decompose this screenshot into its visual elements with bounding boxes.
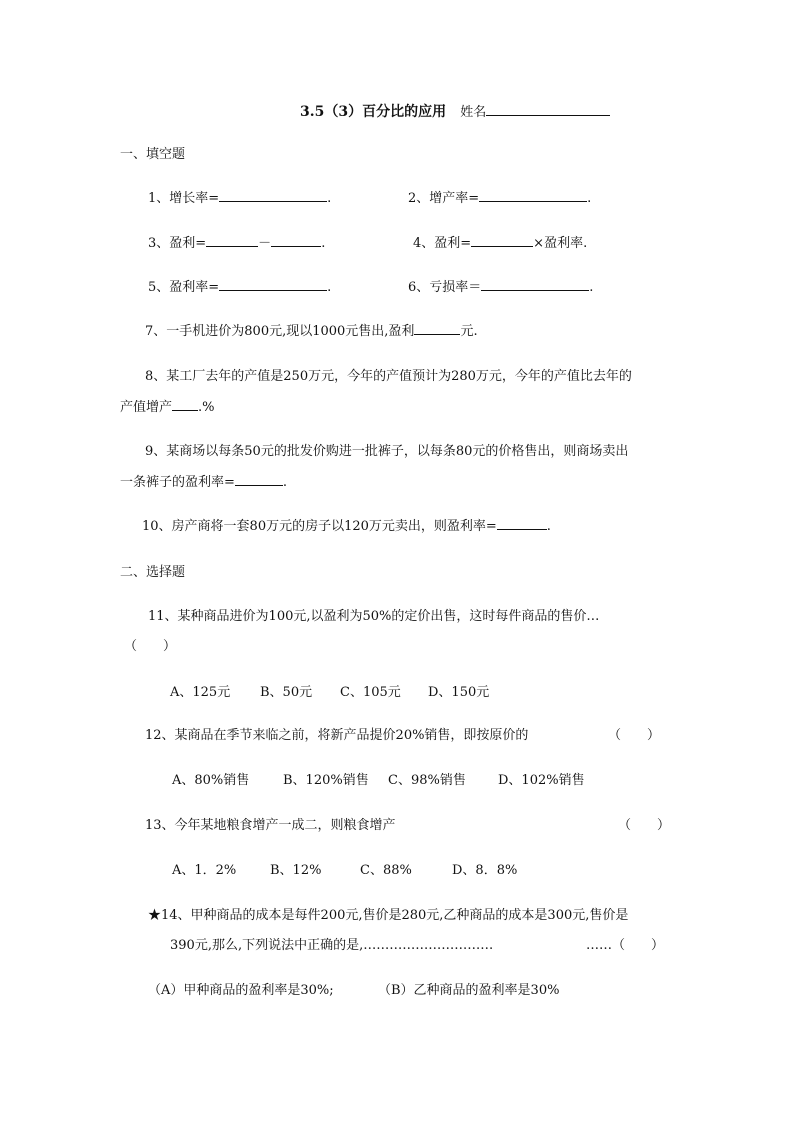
option-b[interactable]: B、120%销售 xyxy=(283,773,369,788)
question-7: 7、一手机进价为800元,现以1000元售出,盈利 元. xyxy=(145,320,478,339)
option-d[interactable]: D、150元 xyxy=(428,685,490,700)
option-c[interactable]: C、88% xyxy=(360,863,412,878)
question-8-line1: 8、某工厂去年的产值是250万元，今年的产值预计为280万元，今年的产值比去年的 xyxy=(145,369,632,384)
question-8-line2: 产值增产 .% xyxy=(120,396,215,415)
option-d[interactable]: D、102%销售 xyxy=(498,773,585,788)
question-12-options xyxy=(172,769,585,788)
answer-blank-10[interactable] xyxy=(497,515,547,530)
option-a[interactable]: A、80%销售 xyxy=(172,773,250,788)
question-6: 6、亏损率＝ . xyxy=(408,276,593,295)
answer-blank-6[interactable] xyxy=(481,276,589,291)
question-10: 10、房产商将一套80万元的房子以120万元卖出，则盈利率= . xyxy=(142,515,551,534)
option-c[interactable]: C、98%销售 xyxy=(388,773,466,788)
name-input[interactable] xyxy=(486,101,610,116)
question-3: 3、盈利= － . xyxy=(148,232,325,251)
answer-blank-7[interactable] xyxy=(414,320,460,335)
answer-blank-4[interactable] xyxy=(471,232,533,247)
answer-blank-2[interactable] xyxy=(479,187,587,202)
answer-blank-3a[interactable] xyxy=(206,232,258,247)
question-2: 2、增产率= . xyxy=(408,187,591,206)
option-c[interactable]: C、105元 xyxy=(340,685,401,700)
answer-blank-1[interactable] xyxy=(219,187,327,202)
question-11-line1: 11、某种商品进价为100元,以盈利为50%的定价出售，这时每件商品的售价… xyxy=(148,609,600,624)
section-choice-heading: 二、选择题 xyxy=(120,565,186,580)
question-13-paren: （ ） xyxy=(618,818,671,833)
answer-blank-3b[interactable] xyxy=(271,232,321,247)
name-label: 姓名 xyxy=(460,105,487,120)
page-title: 3.5（3）百分比的应用 xyxy=(300,104,447,120)
option-a[interactable]: A、1．2% xyxy=(172,863,237,878)
question-11-options xyxy=(170,681,489,700)
option-b[interactable]: B、50元 xyxy=(260,685,313,700)
question-14-option-b[interactable]: （B）乙种商品的盈利率是30% xyxy=(378,983,560,998)
question-14-paren: ……（ ） xyxy=(586,938,665,953)
answer-blank-9[interactable] xyxy=(235,471,283,486)
question-14-line2: 390元,那么,下列说法中正确的是,………………………… xyxy=(170,938,494,953)
option-b[interactable]: B、12% xyxy=(270,863,322,878)
option-d[interactable]: D、8．8% xyxy=(452,863,518,878)
section-fill-heading: 一、填空题 xyxy=(120,147,186,162)
answer-blank-8[interactable] xyxy=(172,396,198,411)
option-a[interactable]: A、125元 xyxy=(170,685,231,700)
question-13: 13、今年某地粮食增产一成二，则粮食增产 xyxy=(145,818,396,833)
question-12: 12、某商品在季节来临之前，将新产品提价20%销售，即按原价的 xyxy=(145,728,529,743)
question-5: 5、盈利率= . xyxy=(148,276,331,295)
question-14-option-a[interactable]: （A）甲种商品的盈利率是30%; xyxy=(148,983,334,998)
question-9-line2: 一条裤子的盈利率= . xyxy=(120,471,287,490)
question-9-line1: 9、某商场以每条50元的批发价购进一批裤子，以每条80元的价格售出，则商场卖出 xyxy=(145,444,629,459)
answer-blank-5[interactable] xyxy=(219,276,327,291)
worksheet-header xyxy=(300,101,610,121)
question-14-line1: ★14、甲种商品的成本是每件200元,售价是280元,乙种商品的成本是300元,售价是 xyxy=(148,908,629,923)
question-1: 1、增长率= . xyxy=(148,187,331,206)
question-13-options xyxy=(172,859,517,878)
question-12-paren: （ ） xyxy=(608,728,661,743)
question-11-paren: （ ） xyxy=(124,639,177,654)
question-4: 4、盈利= ×盈利率. xyxy=(413,232,587,251)
